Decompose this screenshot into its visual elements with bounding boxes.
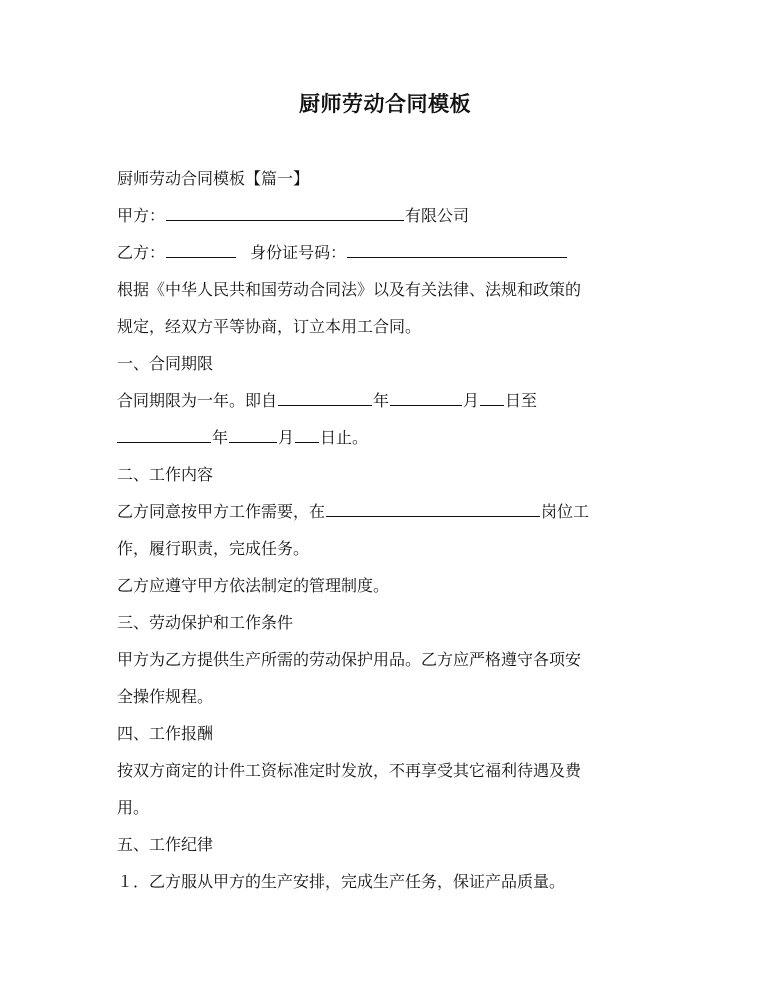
month-label-2: 月 [278, 428, 295, 447]
intro-line-2: 规定，经双方平等协商，订立本用工合同。 [117, 317, 422, 336]
term-prefix: 合同期限为一年。即自 [117, 391, 278, 410]
section-3-line-2: 全操作规程。 [117, 687, 214, 706]
party-a-line [117, 201, 657, 238]
party-a-suffix: 有限公司 [405, 206, 470, 225]
section-1-line-1 [117, 386, 657, 423]
section-4-line-1: 按双方商定的计件工资标准定时发放，不再享受其它福利待遇及费 [117, 761, 582, 780]
year-label: 年 [373, 391, 390, 410]
position-prefix: 乙方同意按甲方工作需要，在 [117, 502, 326, 521]
party-b-blank[interactable] [166, 240, 236, 258]
document-body [117, 164, 657, 904]
end-day-blank[interactable] [295, 425, 319, 443]
end-year-blank[interactable] [117, 425, 211, 443]
intro-line-1: 根据《中华人民共和国劳动合同法》以及有关法律、法规和政策的 [117, 280, 582, 299]
position-suffix: 岗位工 [541, 502, 590, 521]
section-2-line-2: 作，履行职责，完成任务。 [117, 539, 310, 558]
position-blank[interactable] [326, 499, 540, 517]
section-1-heading: 一、合同期限 [117, 354, 214, 373]
start-month-blank[interactable] [390, 388, 462, 406]
document-title: 厨师劳动合同模板 [299, 92, 471, 116]
day-to-label: 日至 [505, 391, 538, 410]
start-day-blank[interactable] [480, 388, 504, 406]
month-label: 月 [463, 391, 480, 410]
section-3-heading: 三、劳动保护和工作条件 [117, 613, 294, 632]
section-2-line-3: 乙方应遵守甲方依法制定的管理制度。 [117, 576, 390, 595]
day-end-label: 日止。 [320, 428, 369, 447]
section-5-item-1: １．乙方服从甲方的生产安排，完成生产任务，保证产品质量。 [117, 872, 566, 891]
year-label-2: 年 [212, 428, 229, 447]
section-2-heading: 二、工作内容 [117, 465, 214, 484]
section-5-heading: 五、工作纪律 [117, 835, 214, 854]
end-month-blank[interactable] [229, 425, 277, 443]
party-a-label: 甲方： [117, 206, 166, 225]
id-number-blank[interactable] [347, 240, 567, 258]
party-b-label: 乙方： [117, 243, 166, 262]
section-3-line-1: 甲方为乙方提供生产所需的劳动保护用品。乙方应严格遵守各项安 [117, 650, 582, 669]
section-4-line-2: 用。 [117, 798, 150, 817]
start-year-blank[interactable] [278, 388, 372, 406]
party-a-blank[interactable] [166, 203, 404, 221]
section-heading: 厨师劳动合同模板【篇一】 [117, 169, 310, 188]
section-1-line-2 [117, 423, 657, 460]
id-label: 身份证号码： [250, 243, 347, 262]
section-2-line-1 [117, 497, 657, 534]
party-b-line [117, 238, 657, 275]
section-4-heading: 四、工作报酬 [117, 724, 214, 743]
